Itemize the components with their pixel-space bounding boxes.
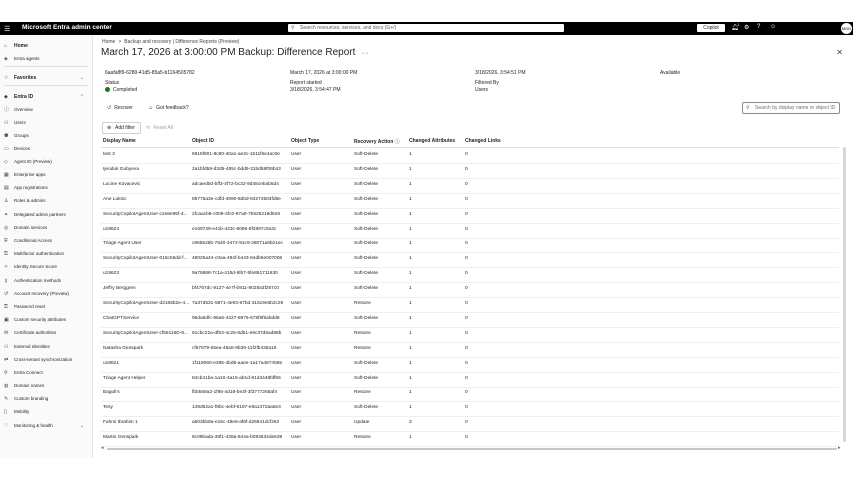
sidebar-item-roles-admins[interactable]: [0, 195, 92, 207]
table-row[interactable]: [101, 342, 839, 358]
cell-display-name[interactable]: Ane Luksic: [103, 196, 127, 202]
cell-recovery-action: Restore: [354, 390, 371, 396]
page-title: [101, 47, 368, 58]
password-icon: ⚿: [4, 304, 8, 310]
cell-changed-links: 0: [465, 181, 468, 187]
cell-object-type: User: [291, 390, 302, 396]
main-content: [93, 35, 853, 458]
recover-button[interactable]: [107, 105, 133, 111]
sidebar-item-label: Agent ID (Preview): [14, 159, 52, 164]
cell-changed-attributes: 1: [409, 181, 412, 187]
branding-icon: ✎: [4, 396, 9, 402]
cell-object-id: 81cbc22a-df53-4c25-8db1-e9c37d5ad88b: [192, 330, 282, 336]
cell-recovery-action: Soft-Delete: [354, 315, 378, 321]
cell-changed-links: 0: [465, 271, 468, 277]
cell-changed-links: 0: [465, 390, 468, 396]
page-title-text: March 17, 2026 at 3:00:00 PM Backup: Difference Report: [101, 47, 356, 58]
cell-changed-attributes: 1: [409, 152, 412, 157]
key-icon: ⚷: [4, 278, 8, 284]
column-header-object-id[interactable]: Object ID: [192, 138, 214, 144]
table-row[interactable]: [101, 401, 839, 417]
cell-changed-links: 0: [465, 315, 468, 321]
feedback-person-icon: ☺: [148, 105, 154, 111]
search-icon: ⚲: [746, 105, 750, 111]
sidebar-item-delegated-admin-partners[interactable]: [0, 209, 92, 221]
sidebar-item-domain-services[interactable]: [0, 222, 92, 234]
cell-object-id: cf67879-65ea-46a5-9b39-11f2fb438a19: [192, 345, 277, 351]
sidebar-item-label: Users: [14, 120, 26, 125]
sidebar-item-devices[interactable]: [0, 143, 92, 155]
cell-object-type: User: [291, 420, 302, 426]
cell-changed-links: 0: [465, 345, 468, 351]
cell-changed-attributes: 1: [409, 330, 412, 336]
sidebar-item-agent-id-preview[interactable]: [0, 156, 92, 168]
sidebar-item-custom-security-attributes[interactable]: [0, 314, 92, 326]
cell-display-name[interactable]: u19623: [103, 271, 120, 277]
user-avatar[interactable]: MOD: [841, 23, 852, 34]
column-header-changed-links[interactable]: Changed Links: [465, 138, 501, 144]
cell-display-name[interactable]: Triage Agent User: [103, 241, 142, 247]
sidebar-item-label: Monitoring & health: [14, 423, 53, 428]
cell-object-id: c865525b-7540-4472-91c9-28071a6b21ec: [192, 241, 283, 247]
cell-recovery-action: Soft-Delete: [354, 286, 378, 292]
table-row[interactable]: [101, 431, 839, 447]
cell-object-id: 85775a3e-cdfd-4990-8d0d-93274504fd9e: [192, 196, 281, 202]
add-filter-icon: ⊕: [107, 125, 112, 131]
agent-icon: ◈: [4, 56, 8, 62]
sidebar-item-label: Mobility: [14, 409, 30, 414]
table-row[interactable]: [101, 267, 839, 283]
table-row[interactable]: [101, 416, 839, 432]
cell-recovery-action: Soft-Delete: [354, 196, 378, 202]
table-row[interactable]: [101, 208, 839, 224]
certificate-icon: ✉: [4, 330, 9, 336]
cell-object-type: User: [291, 211, 302, 217]
sidebar-item-mobility[interactable]: [0, 406, 92, 418]
cell-changed-attributes: 1: [409, 315, 412, 321]
cell-changed-links: 0: [465, 241, 468, 247]
sidebar-item-label: Home: [14, 43, 28, 49]
sidebar-item-domain-names[interactable]: [0, 380, 92, 392]
sidebar-item-label: Multifactor authentication: [14, 251, 65, 256]
sidebar-item-label: Certificate authorities: [14, 330, 57, 335]
success-status-icon: [105, 87, 110, 92]
cell-object-type: User: [291, 152, 302, 157]
cell-object-type: User: [291, 241, 302, 247]
sidebar-item-multifactor-authentication[interactable]: [0, 248, 92, 260]
sidebar-item-users[interactable]: [0, 117, 92, 129]
feedback-icon[interactable]: ☺: [770, 24, 777, 30]
cell-object-type: User: [291, 256, 302, 262]
cell-changed-links: 0: [465, 152, 468, 157]
horizontal-scrollbar[interactable]: [107, 448, 837, 450]
add-filter-label: Add filter: [115, 125, 135, 131]
column-header-object-type[interactable]: Object Type: [291, 138, 320, 144]
connect-icon: ⚲: [4, 370, 8, 376]
cell-display-name[interactable]: SecurityCopilotAgentUser-c2e8e95f-4...: [103, 211, 188, 217]
table-row[interactable]: [101, 386, 839, 402]
cell-object-id: a503bb9a-e15c-48e8-af6f-d25941dcf262: [192, 420, 280, 426]
cell-recovery-action: Soft-Delete: [354, 152, 378, 157]
cell-object-type: User: [291, 375, 302, 381]
cell-object-id: e169729-e41b-423c-8086-8f2897c0a3c: [192, 226, 277, 232]
table-row[interactable]: [101, 237, 839, 253]
cell-object-type: User: [291, 196, 302, 202]
cell-object-type: User: [291, 360, 302, 366]
sidebar-item-groups[interactable]: [0, 130, 92, 142]
sidebar-item-label: Overview: [14, 107, 33, 112]
cell-recovery-action: Soft-Delete: [354, 405, 378, 411]
sidebar-item-entra-agents[interactable]: [0, 53, 92, 65]
cell-recovery-action: Restore: [354, 345, 371, 351]
cell-changed-attributes: 1: [409, 360, 412, 366]
chevron-down-icon[interactable]: ⌄: [79, 75, 84, 81]
cell-object-id: 7a37d531-5871-4e93-87bd-315c9e6b2c29: [192, 301, 284, 306]
cell-changed-links: 0: [465, 330, 468, 336]
cell-object-type: User: [291, 405, 302, 411]
search-icon: ⚲: [291, 25, 295, 31]
domain-services-icon: ◎: [4, 225, 9, 231]
sidebar-item-label: Custom security attributes: [14, 317, 67, 322]
cell-changed-links: 0: [465, 286, 468, 292]
sidebar-item-cross-tenant-synchronization[interactable]: [0, 354, 92, 366]
cell-changed-links: 0: [465, 196, 468, 202]
cell-changed-links: 0: [465, 226, 468, 232]
cell-display-name[interactable]: u19624: [103, 226, 120, 232]
table-row[interactable]: [101, 252, 839, 268]
attributes-icon: ▣: [4, 317, 9, 323]
info-icon: ⓘ: [4, 107, 10, 113]
cell-recovery-action: Soft-Delete: [354, 166, 378, 172]
cell-changed-attributes: 1: [409, 390, 412, 396]
cell-object-id: 8c09bada-39f1-438a-844a-b093634de639: [192, 435, 283, 441]
cell-changed-links: 0: [465, 256, 468, 262]
cell-changed-attributes: 1: [409, 435, 412, 441]
cell-object-id: 49025a44-c0aa-494f-b443-64db6e007006: [192, 256, 283, 262]
partners-icon: ⚭: [4, 212, 9, 218]
sidebar-item-label: Domain names: [14, 383, 45, 388]
cell-object-type: User: [291, 435, 302, 441]
close-icon[interactable]: ✕: [836, 48, 843, 57]
sidebar-item-authentication-methods[interactable]: [0, 275, 92, 287]
cell-display-name[interactable]: Tesy: [103, 405, 113, 411]
breadcrumb-parent[interactable]: Backup and recovery | Difference Reports (Preview): [124, 39, 240, 45]
cell-object-id: 96da6dfc-96a6-4427-9875-675f8f5abdd8: [192, 315, 280, 321]
device-icon: ▭: [4, 146, 9, 152]
app-registration-icon: ▤: [4, 185, 9, 191]
cell-changed-attributes: 1: [409, 241, 412, 247]
sidebar-item-label: Groups: [14, 133, 29, 138]
sidebar-divider: [4, 85, 88, 86]
cell-recovery-action: Restore: [354, 435, 371, 441]
sidebar-item-home[interactable]: [0, 40, 92, 52]
reset-all-label: Reset All: [153, 125, 173, 131]
cell-recovery-action: Restore: [354, 330, 371, 336]
cell-changed-links: 0: [465, 405, 468, 411]
agent-id-icon: ◇: [4, 159, 8, 165]
cell-display-name[interactable]: Martin Genspark: [103, 435, 139, 441]
report-started-label: Report started: [290, 80, 322, 86]
roles-icon: ♙: [4, 198, 9, 204]
sidebar-item-label: Roles & admins: [14, 198, 46, 203]
scroll-left-icon[interactable]: ◂: [101, 445, 104, 451]
cell-recovery-action: Soft-Delete: [354, 211, 378, 217]
cell-changed-links: 0: [465, 211, 468, 217]
cell-display-name[interactable]: Ijeoduk Gubyeva: [103, 166, 140, 172]
cell-object-type: User: [291, 166, 302, 172]
filtered-by-label: Filtered By: [475, 80, 499, 86]
cell-object-type: User: [291, 330, 302, 336]
chevron-down-icon[interactable]: ⌄: [79, 423, 84, 429]
cell-changed-attributes: 1: [409, 271, 412, 277]
sidebar-item-label: Conditional Access: [14, 238, 53, 243]
filtered-by-value: Users: [475, 87, 489, 93]
cell-object-id: 2a1bfd59-d3d5-485c-bdd9-31bd58f09b43: [192, 166, 281, 172]
cell-changed-links: 0: [465, 375, 468, 381]
cell-changed-links: 0: [465, 166, 468, 172]
help-icon[interactable]: ?: [757, 24, 761, 30]
sidebar-item-label: External Identities: [14, 344, 50, 349]
cell-recovery-action: Soft-Delete: [354, 375, 378, 381]
table-row[interactable]: [101, 163, 839, 179]
cell-display-name[interactable]: Lucine Kovacevic: [103, 181, 141, 187]
table-row[interactable]: [101, 297, 839, 313]
sidebar-item-overview[interactable]: [0, 104, 92, 116]
sidebar-item-favorites[interactable]: [0, 72, 92, 84]
cell-display-name[interactable]: Baguli's: [103, 390, 120, 396]
cell-changed-attributes: 1: [409, 345, 412, 351]
cell-changed-attributes: 1: [409, 375, 412, 381]
cell-changed-attributes: 1: [409, 405, 412, 411]
home-icon: ⌂: [4, 43, 8, 49]
table-row[interactable]: [101, 223, 839, 239]
cell-object-type: User: [291, 301, 302, 306]
cell-recovery-action: Soft-Delete: [354, 360, 378, 366]
sidebar-item-label: Favorites: [14, 75, 37, 81]
cell-recovery-action: Update: [354, 420, 370, 426]
sidebar-item-account-recovery-preview[interactable]: [0, 288, 92, 300]
settings-gear-icon[interactable]: ⚙: [744, 25, 750, 31]
sync-icon: ⇄: [4, 357, 9, 363]
cell-changed-attributes: 1: [409, 211, 412, 217]
cell-recovery-action: Soft-Delete: [354, 271, 378, 277]
cell-object-id: 9a75868-7c1a-415d-9f67-5fe861711630: [192, 271, 278, 277]
sidebar-divider: [4, 66, 88, 67]
backup-id: 6aafa8f9-6280-41d5-85a5-b1164505782: [105, 70, 195, 76]
cell-recovery-action: Soft-Delete: [354, 256, 378, 262]
mfa-icon: ⚿: [4, 251, 8, 257]
cell-recovery-action: Restore: [354, 301, 371, 306]
app-title[interactable]: Microsoft Entra admin center: [22, 24, 112, 31]
sidebar-item-app-registrations[interactable]: [0, 182, 92, 194]
reset-all-button[interactable]: [146, 123, 173, 133]
cell-object-id: 148d62a1-f8bc-4ebf-9197-e8a1372aa5e3: [192, 405, 281, 411]
external-identities-icon: ⚇: [4, 344, 9, 350]
notification-count-badge: 1: [737, 22, 740, 27]
more-options-icon[interactable]: ···: [361, 50, 369, 57]
secondary-time: 3/18/2026, 3:54:51 PM: [475, 70, 526, 76]
cell-object-id: bf4767dc-9127-4e7f-b911-9028a3f267c0: [192, 286, 279, 292]
cell-display-name[interactable]: SecurityCopilotAgentUser-cf59116D-8...: [103, 330, 188, 336]
cell-object-id: adcaed0d-bff3-4f72-bc32-9d45cebab5d4: [192, 181, 279, 187]
recover-label: Recover: [114, 105, 133, 111]
recovery-action-header-label: Recovery Action: [354, 139, 394, 145]
table-search-input[interactable]: [742, 102, 840, 114]
backup-time: March 17, 2026 at 3:00:00 PM: [290, 70, 358, 76]
column-header-display-name[interactable]: Display Name: [103, 138, 136, 144]
sidebar-item-entra-connect[interactable]: [0, 367, 92, 379]
cell-changed-attributes: 1: [409, 196, 412, 202]
sidebar-item-label: Enterprise apps: [14, 172, 46, 177]
global-search-placeholder: Search resources, services, and docs (G+/): [300, 25, 397, 31]
sidebar-item-entra-id[interactable]: [0, 91, 92, 103]
sidebar-item-label: Custom branding: [14, 396, 49, 401]
sidebar-item-label: Cross-tenant synchronization: [14, 357, 73, 362]
user-icon: ⚇: [4, 120, 9, 126]
add-filter-button[interactable]: [102, 122, 141, 134]
copilot-label: Copilot: [703, 25, 719, 31]
column-header-recovery-action[interactable]: [354, 138, 400, 145]
cell-recovery-action: Soft-Delete: [354, 226, 378, 232]
entra-id-icon: ◆: [4, 94, 8, 100]
table-row[interactable]: [101, 372, 839, 388]
sidebar-item-label: App registrations: [14, 185, 48, 190]
cell-display-name[interactable]: SecurityCopilotAgentUser-015c55dd-f...: [103, 256, 188, 262]
top-bar: [0, 22, 853, 35]
cell-display-name[interactable]: u19621: [103, 360, 120, 366]
cell-object-type: User: [291, 286, 302, 292]
availability-value: Available: [660, 70, 681, 76]
star-icon: ☆: [4, 75, 9, 81]
table-row[interactable]: [101, 178, 839, 194]
sidebar-item-label: Authentication methods: [14, 278, 62, 283]
status-badge: [105, 87, 137, 93]
vertical-scrollbar[interactable]: [843, 147, 846, 442]
cell-display-name[interactable]: SecurityCopilotAgentUser-d2166b2e-4...: [103, 301, 190, 306]
cell-changed-attributes: 3: [409, 420, 412, 426]
conditional-access-icon: ⛨: [4, 238, 8, 244]
cell-display-name[interactable]: Jeffry Berggren: [103, 286, 136, 292]
status-label: Status: [105, 80, 120, 86]
table-row[interactable]: [101, 148, 839, 164]
cell-display-name[interactable]: Natasha Genspark: [103, 345, 143, 351]
feedback-label: Got feedback?: [156, 105, 189, 111]
cell-changed-links: 0: [465, 301, 468, 306]
sidebar-item-conditional-access[interactable]: [0, 235, 92, 247]
cell-display-name[interactable]: ChatGPTService: [103, 315, 139, 321]
sidebar-item-label: Devices: [14, 146, 31, 151]
domain-icon: ◍: [4, 383, 9, 389]
cell-changed-attributes: 1: [409, 286, 412, 292]
table-row[interactable]: [101, 282, 839, 298]
sidebar-item-password-reset[interactable]: [0, 301, 92, 313]
cell-display-name[interactable]: Triage Agent Helper: [103, 375, 146, 381]
chevron-up-icon[interactable]: ⌃: [79, 94, 84, 100]
cell-changed-attributes: 1: [409, 226, 412, 232]
breadcrumb-home[interactable]: Home: [102, 39, 116, 45]
sidebar-item-enterprise-apps[interactable]: [0, 169, 92, 181]
apps-icon: ▦: [4, 172, 9, 178]
status-value: Completed: [113, 87, 138, 93]
cell-object-type: User: [291, 226, 302, 232]
breadcrumb: [102, 39, 239, 45]
sidebar-item-label: Delegated admin partners: [14, 212, 66, 217]
sidebar-item-label: Entra agents: [14, 56, 40, 61]
table-row[interactable]: [101, 193, 839, 209]
cell-display-name[interactable]: test 3: [103, 152, 115, 157]
cell-changed-links: 0: [465, 360, 468, 366]
score-icon: ✧: [4, 264, 9, 270]
reset-icon: ⟲: [146, 125, 151, 131]
sidebar-item-identity-secure-score[interactable]: [0, 261, 92, 273]
table-row[interactable]: [101, 312, 839, 328]
cell-object-id: fbb559a2-1f95-4d18-be3f-3f3777265af4: [192, 390, 278, 396]
cell-object-id: 84cb41ba-1a10-4a15-ab1d-81d3448bff66: [192, 375, 281, 381]
cell-display-name[interactable]: Fahmi Ibrahim 1: [103, 420, 138, 426]
copilot-button[interactable]: [697, 24, 725, 32]
cell-object-type: User: [291, 181, 302, 187]
cell-changed-attributes: 1: [409, 166, 412, 172]
cell-recovery-action: Soft-Delete: [354, 181, 378, 187]
sidebar-item-label: Password reset: [14, 304, 46, 309]
sidebar-item-label: Domain services: [14, 225, 48, 230]
cell-changed-links: 0: [465, 435, 468, 441]
table-row[interactable]: [101, 327, 839, 343]
waffle-menu-icon[interactable]: ☰: [4, 26, 11, 33]
mobility-icon: ▯: [4, 409, 7, 415]
sidebar-item-monitoring-health[interactable]: [0, 420, 92, 432]
recover-icon: ↺: [107, 105, 112, 111]
cell-changed-attributes: 1: [409, 256, 412, 262]
monitoring-icon: ♡: [4, 423, 9, 429]
cell-recovery-action: Soft-Delete: [354, 241, 378, 247]
cell-object-id: 1f118060-e385-4bd8-aaee-1a17a4874565: [192, 360, 283, 366]
cell-object-id: 2fcaacb8-c009-4fc0-97a0-7b525219d628: [192, 211, 281, 217]
sidebar-item-custom-branding[interactable]: [0, 393, 92, 405]
table-search-placeholder: Search by display name or object ID: [755, 105, 836, 111]
breadcrumb-separator: >: [118, 39, 122, 45]
report-started-value: 3/18/2026, 3:54:47 PM: [290, 87, 341, 93]
left-navigation: [0, 35, 93, 458]
cell-object-type: User: [291, 345, 302, 351]
table-row[interactable]: [101, 357, 839, 373]
cell-changed-links: 0: [465, 420, 468, 426]
cell-changed-attributes: 1: [409, 301, 412, 306]
column-header-changed-attributes[interactable]: Changed Attributes: [409, 138, 456, 144]
notifications-icon[interactable]: 🔔︎: [731, 25, 739, 31]
feedback-button[interactable]: [148, 105, 189, 111]
sidebar-item-label: Identity Secure Score: [14, 264, 58, 269]
sidebar-item-label: Entra Connect: [14, 370, 43, 375]
sidebar-item-label: Account recovery (Preview): [14, 291, 70, 296]
cell-object-type: User: [291, 315, 302, 321]
scroll-right-icon[interactable]: ▸: [838, 445, 841, 451]
sidebar-item-label: Entra ID: [14, 94, 34, 100]
recovery-icon: ↺: [4, 291, 9, 297]
group-icon: ⚉: [4, 133, 9, 139]
info-icon[interactable]: ⓘ: [394, 139, 400, 145]
sidebar-item-certificate-authorities[interactable]: [0, 327, 92, 339]
cell-object-type: User: [291, 271, 302, 277]
global-search-input[interactable]: [288, 24, 564, 32]
cell-object-id: 6915f801-8c90-40a1-ae2c-1511f6e4ac0e: [192, 152, 280, 157]
sidebar-item-external-identities[interactable]: [0, 341, 92, 353]
